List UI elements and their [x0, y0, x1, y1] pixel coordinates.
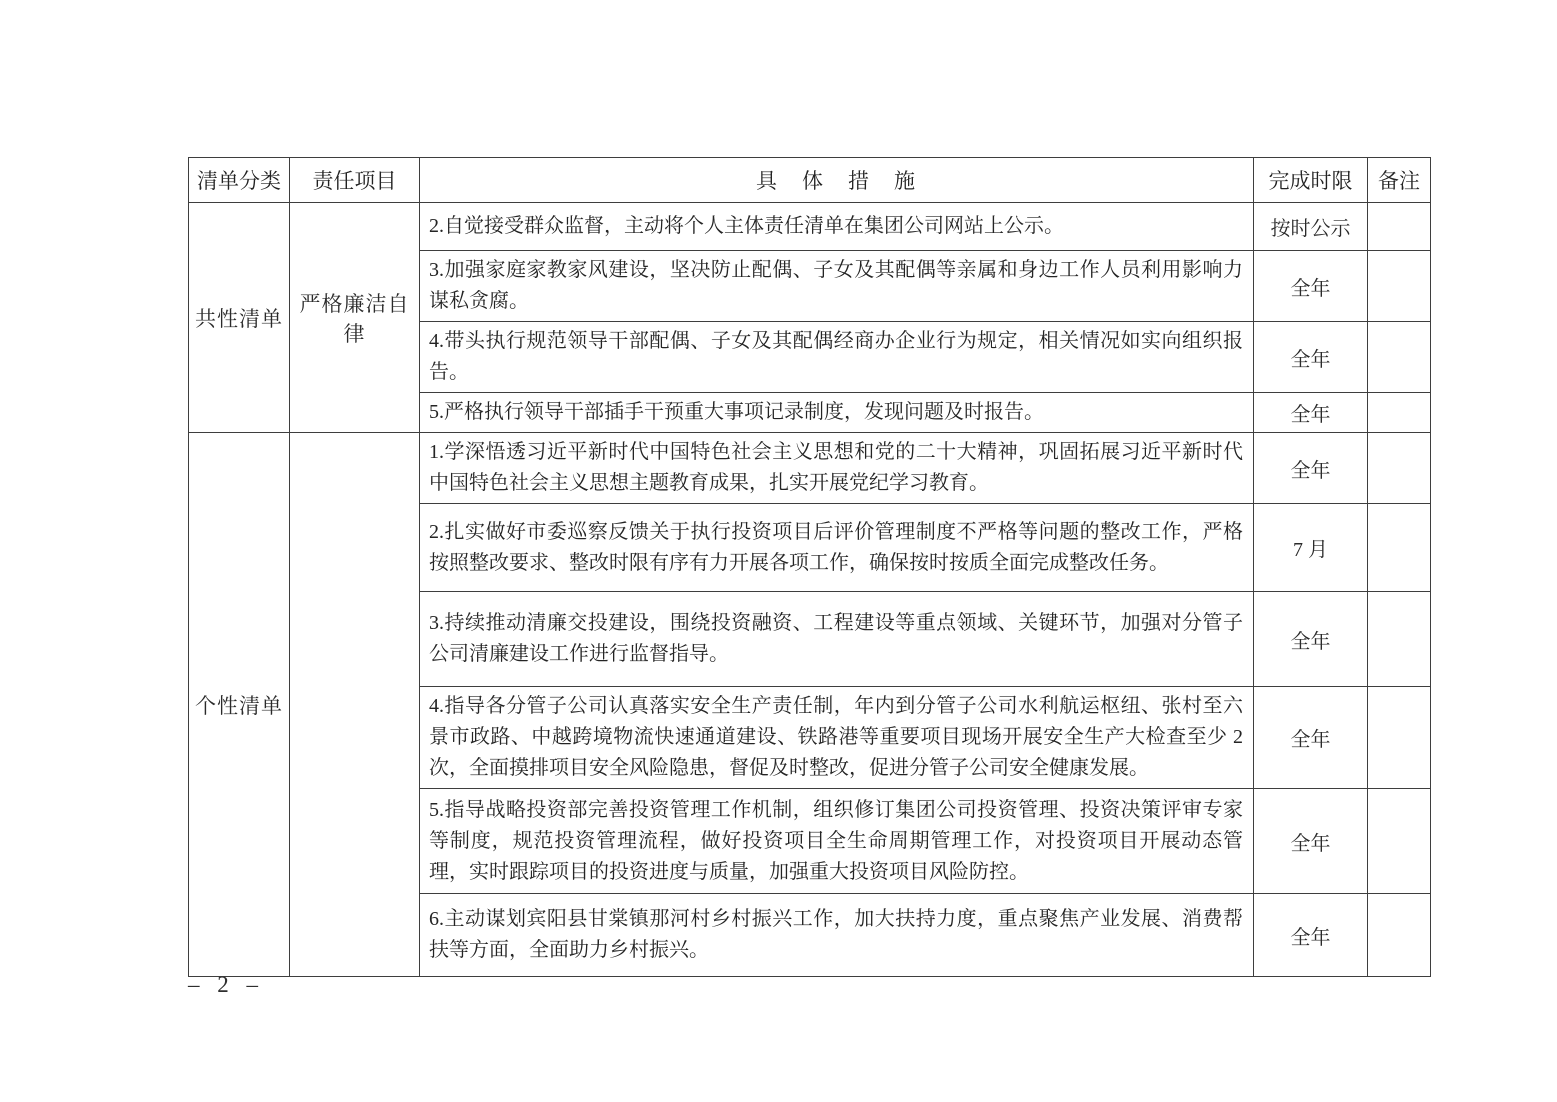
table-row	[189, 433, 1431, 504]
deadline-cell-individual-2: 7 月	[1254, 504, 1368, 592]
deadline-cell-individual-5: 全年	[1254, 789, 1368, 894]
header-deadline: 完成时限	[1254, 158, 1368, 203]
remark-cell-individual-5	[1368, 789, 1431, 894]
remark-cell-individual-4	[1368, 687, 1431, 789]
remark-cell-common-5	[1368, 393, 1431, 433]
remark-cell-individual-3	[1368, 592, 1431, 687]
measure-cell-individual-5: 5.指导战略投资部完善投资管理工作机制，组织修订集团公司投资管理、投资决策评审专家等制度，规范投资管理流程，做好投资项目全生命周期管理工作，对投资项目开展动态管理，实时跟踪项目的投资进度与质量，加强重大投资项目风险防控。	[420, 789, 1254, 894]
header-project: 责任项目	[290, 158, 420, 203]
deadline-cell-common-3: 全年	[1254, 251, 1368, 322]
deadline-cell-individual-3: 全年	[1254, 592, 1368, 687]
header-category: 清单分类	[189, 158, 290, 203]
category-cell-individual-list: 个性清单	[189, 433, 290, 977]
deadline-cell-individual-1: 全年	[1254, 433, 1368, 504]
measure-cell-common-3: 3.加强家庭家教家风建设，坚决防止配偶、子女及其配偶等亲属和身边工作人员利用影响力谋私贪腐。	[420, 251, 1254, 322]
remark-cell-common-2	[1368, 203, 1431, 251]
measure-cell-common-5: 5.严格执行领导干部插手干预重大事项记录制度，发现问题及时报告。	[420, 393, 1254, 433]
header-remark: 备注	[1368, 158, 1431, 203]
table-header-row	[189, 158, 1431, 203]
measure-cell-individual-1: 1.学深悟透习近平新时代中国特色社会主义思想和党的二十大精神，巩固拓展习近平新时代中国特色社会主义思想主题教育成果，扎实开展党纪学习教育。	[420, 433, 1254, 504]
measure-cell-common-2: 2.自觉接受群众监督，主动将个人主体责任清单在集团公司网站上公示。	[420, 203, 1254, 251]
page-number: – 2 –	[188, 972, 264, 997]
deadline-cell-common-5: 全年	[1254, 393, 1368, 433]
measure-cell-individual-4: 4.指导各分管子公司认真落实安全生产责任制，年内到分管子公司水利航运枢纽、张村至六景市政路、中越跨境物流快速通道建设、铁路港等重要项目现场开展安全生产大检查至少 2 次，全面摸排项目安全风险隐患，督促及时整改，促进分管子公司安全健康发展。	[420, 687, 1254, 789]
remark-cell-individual-1	[1368, 433, 1431, 504]
remark-cell-individual-2	[1368, 504, 1431, 592]
deadline-cell-individual-6: 全年	[1254, 894, 1368, 977]
remark-cell-individual-6	[1368, 894, 1431, 977]
remark-cell-common-3	[1368, 251, 1431, 322]
table-row	[189, 203, 1431, 251]
project-cell-strict-integrity: 严格廉洁自律	[290, 203, 420, 433]
measure-cell-common-4: 4.带头执行规范领导干部配偶、子女及其配偶经商办企业行为规定，相关情况如实向组织报告。	[420, 322, 1254, 393]
measure-cell-individual-6: 6.主动谋划宾阳县甘棠镇那河村乡村振兴工作，加大扶持力度，重点聚焦产业发展、消费帮扶等方面，全面助力乡村振兴。	[420, 894, 1254, 977]
header-measures: 具 体 措 施	[420, 158, 1254, 203]
project-cell-empty	[290, 433, 420, 977]
category-cell-common-list: 共性清单	[189, 203, 290, 433]
deadline-cell-common-2: 按时公示	[1254, 203, 1368, 251]
measure-cell-individual-3: 3.持续推动清廉交投建设，围绕投资融资、工程建设等重点领域、关键环节，加强对分管子公司清廉建设工作进行监督指导。	[420, 592, 1254, 687]
deadline-cell-individual-4: 全年	[1254, 687, 1368, 789]
responsibility-list-table	[188, 157, 1431, 977]
measure-cell-individual-2: 2.扎实做好市委巡察反馈关于执行投资项目后评价管理制度不严格等问题的整改工作，严格按照整改要求、整改时限有序有力开展各项工作，确保按时按质全面完成整改任务。	[420, 504, 1254, 592]
deadline-cell-common-4: 全年	[1254, 322, 1368, 393]
remark-cell-common-4	[1368, 322, 1431, 393]
